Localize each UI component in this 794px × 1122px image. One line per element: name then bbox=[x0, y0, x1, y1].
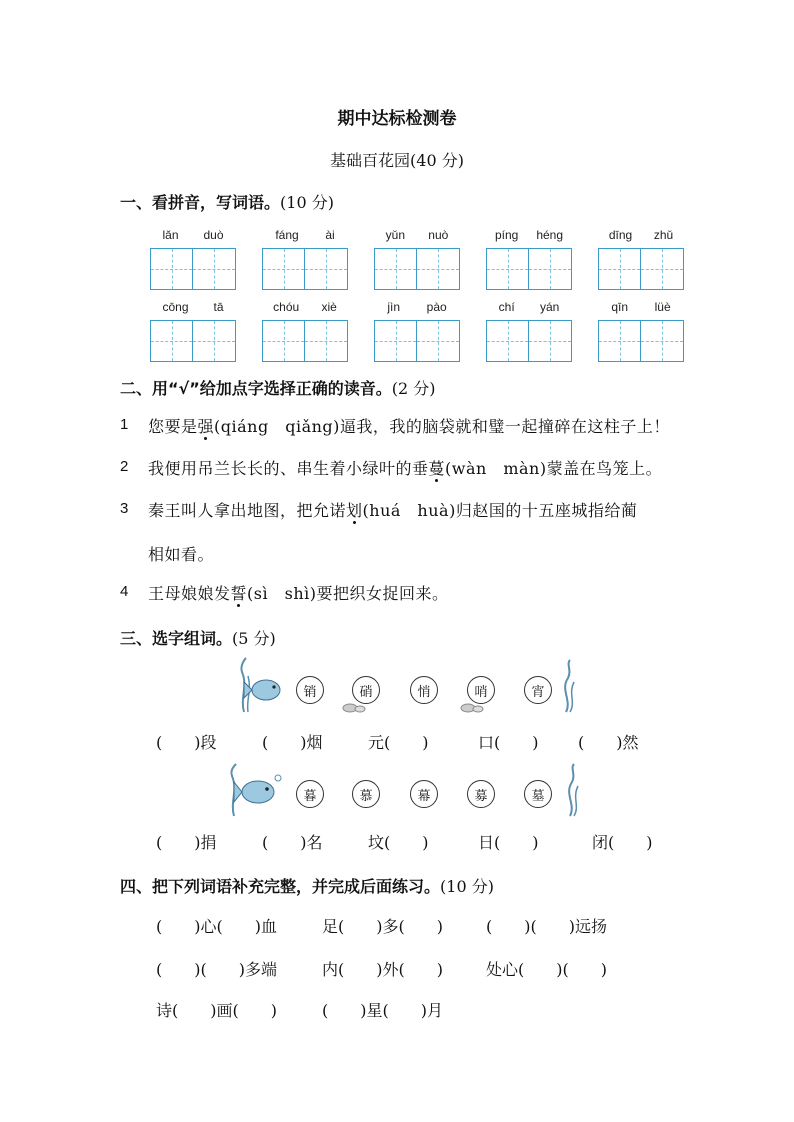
tian-grid-cell[interactable] bbox=[150, 320, 193, 362]
dotted-char: 划 bbox=[346, 501, 363, 520]
tian-grid-cell[interactable] bbox=[486, 248, 529, 290]
tian-grid-cell[interactable] bbox=[598, 248, 641, 290]
pinyin-word-box bbox=[150, 228, 236, 290]
seaweed-icon bbox=[552, 658, 582, 714]
pinyin-syllable: fáng bbox=[275, 228, 299, 242]
dotted-char: 蔓 bbox=[428, 459, 446, 478]
character-bubble: 慕 bbox=[352, 780, 380, 808]
section-2-label: 二、用“√”给加点字选择正确的读音。 bbox=[120, 379, 392, 398]
pinyin-label bbox=[486, 228, 572, 242]
pinyin-word-box bbox=[486, 300, 572, 362]
question-text: 您要是 bbox=[148, 417, 198, 436]
tian-grid-cell[interactable] bbox=[193, 320, 236, 362]
pinyin-label bbox=[150, 300, 236, 314]
fill-blank-item[interactable]: 闭( ) bbox=[592, 833, 653, 852]
fill-blank-item[interactable]: 内( )外( ) bbox=[322, 960, 443, 979]
fill-blank-item[interactable]: ( )烟 bbox=[262, 733, 323, 752]
question-text: (sì shì)要把织女捉回来。 bbox=[247, 584, 449, 603]
pinyin-word-box bbox=[598, 300, 684, 362]
question-2 bbox=[148, 456, 662, 479]
section-4-heading bbox=[120, 874, 494, 897]
fish-seaweed-icon bbox=[226, 762, 286, 818]
pinyin-syllable: nuò bbox=[428, 228, 449, 242]
pinyin-syllable: ài bbox=[325, 228, 335, 242]
tian-grid-cell[interactable] bbox=[529, 248, 572, 290]
fill-blank-item[interactable]: ( )心( )血 bbox=[156, 917, 277, 936]
question-text: 王母娘娘发 bbox=[148, 584, 231, 603]
fill-blank-item[interactable]: 足( )多( ) bbox=[322, 917, 443, 936]
pinyin-word-box bbox=[262, 300, 348, 362]
pinyin-syllable: lǎn bbox=[162, 228, 179, 242]
question-3 bbox=[148, 498, 637, 521]
section-1-label: 一、看拼音，写词语。 bbox=[120, 193, 281, 212]
section-4-points: (10 分) bbox=[440, 877, 494, 896]
dotted-char: 强 bbox=[197, 417, 215, 436]
pinyin-label bbox=[486, 300, 572, 314]
pinyin-syllable: duò bbox=[203, 228, 224, 242]
pinyin-syllable: chóu bbox=[273, 300, 300, 314]
pinyin-word-box bbox=[150, 300, 236, 362]
pinyin-word-box bbox=[598, 228, 684, 290]
dotted-char: 誓 bbox=[230, 584, 248, 603]
question-1 bbox=[148, 414, 670, 437]
question-3-continued: 相如看。 bbox=[148, 545, 215, 564]
fish-seaweed-icon bbox=[236, 656, 286, 714]
fill-blank-item[interactable]: 坟( ) bbox=[368, 833, 429, 852]
character-bubble: 幕 bbox=[410, 780, 438, 808]
pinyin-word-box bbox=[262, 228, 348, 290]
pinyin-syllable: qīn bbox=[611, 300, 628, 314]
fill-blank-item[interactable]: 诗( )画( ) bbox=[156, 1001, 277, 1020]
character-bubble: 哨 bbox=[467, 676, 495, 704]
fill-blank-item[interactable]: ( )( )远扬 bbox=[486, 917, 607, 936]
fill-blank-item[interactable]: ( )然 bbox=[578, 733, 639, 752]
pebble-icon bbox=[342, 702, 366, 714]
section-3-label: 三、选字组词。 bbox=[120, 629, 233, 648]
question-text: (wàn màn)蒙盖在鸟笼上。 bbox=[445, 459, 663, 478]
character-bubble: 硝 bbox=[352, 676, 380, 704]
tian-grid-cell[interactable] bbox=[417, 248, 460, 290]
pinyin-word-box bbox=[374, 228, 460, 290]
page-title: 期中达标检测卷 bbox=[337, 109, 457, 129]
question-number: 3 bbox=[120, 500, 129, 517]
pinyin-syllable: chí bbox=[498, 300, 515, 314]
question-text: 秦王叫人拿出地图，把允诺 bbox=[148, 501, 347, 520]
pinyin-syllable: pào bbox=[426, 300, 447, 314]
section-4-label: 四、把下列词语补充完整，并完成后面练习。 bbox=[120, 877, 441, 896]
fill-blank-item[interactable]: ( )段 bbox=[156, 733, 217, 752]
character-bubble: 暮 bbox=[296, 780, 324, 808]
pinyin-syllable: cōng bbox=[162, 300, 189, 314]
tian-grid-cell[interactable] bbox=[486, 320, 529, 362]
question-number: 2 bbox=[120, 458, 129, 475]
question-number: 4 bbox=[120, 583, 129, 600]
fill-blank-item[interactable]: 日( ) bbox=[478, 833, 539, 852]
tian-grid-cell[interactable] bbox=[305, 248, 348, 290]
fill-blank-item[interactable]: ( )捐 bbox=[156, 833, 217, 852]
tian-grid-cell[interactable] bbox=[374, 248, 417, 290]
pinyin-label bbox=[262, 300, 348, 314]
section-3-points: (5 分) bbox=[232, 629, 276, 648]
tian-grid-cell[interactable] bbox=[193, 248, 236, 290]
character-bubble: 悄 bbox=[410, 676, 438, 704]
tian-grid-cell[interactable] bbox=[641, 320, 684, 362]
section-2-points: (2 分) bbox=[391, 379, 436, 398]
pinyin-syllable: lüè bbox=[654, 300, 671, 314]
section-2-heading bbox=[120, 376, 435, 399]
section-1-points: (10 分) bbox=[280, 193, 334, 212]
pinyin-label bbox=[598, 300, 684, 314]
fill-blank-item[interactable]: 口( ) bbox=[478, 733, 539, 752]
pinyin-word-box bbox=[374, 300, 460, 362]
fill-blank-item[interactable]: ( )( )多端 bbox=[156, 960, 277, 979]
pinyin-syllable: héng bbox=[536, 228, 564, 242]
tian-grid-cell[interactable] bbox=[305, 320, 348, 362]
pinyin-syllable: tā bbox=[213, 300, 224, 314]
pinyin-word-box bbox=[486, 228, 572, 290]
question-4 bbox=[148, 581, 448, 604]
pinyin-syllable: píng bbox=[494, 228, 519, 242]
pinyin-label bbox=[262, 228, 348, 242]
pinyin-label bbox=[374, 300, 460, 314]
tian-grid-cell[interactable] bbox=[641, 248, 684, 290]
tian-grid-cell[interactable] bbox=[374, 320, 417, 362]
pinyin-label bbox=[598, 228, 684, 242]
question-text: (qiáng qiǎng)逼我，我的脑袋就和璧一起撞碎在这柱子上！ bbox=[214, 417, 670, 436]
pinyin-syllable: jìn bbox=[387, 300, 400, 314]
fill-blank-item[interactable]: ( )星( )月 bbox=[322, 1001, 443, 1020]
pinyin-syllable: yǔn bbox=[385, 228, 405, 242]
pinyin-syllable: yán bbox=[539, 300, 560, 314]
tian-grid-cell[interactable] bbox=[150, 248, 193, 290]
pinyin-syllable: xiè bbox=[321, 300, 337, 314]
tian-grid-cell[interactable] bbox=[262, 320, 305, 362]
section-1-heading bbox=[120, 190, 334, 213]
question-text: 我便用吊兰长长的、串生着小绿叶的垂 bbox=[148, 459, 429, 478]
tian-grid-cell[interactable] bbox=[529, 320, 572, 362]
character-bubble: 宵 bbox=[524, 676, 552, 704]
section-subtitle: 基础百花园(40 分) bbox=[330, 151, 464, 170]
tian-grid-cell[interactable] bbox=[417, 320, 460, 362]
fill-blank-item[interactable]: 元( ) bbox=[368, 733, 429, 752]
pinyin-label bbox=[374, 228, 460, 242]
fill-blank-item[interactable]: ( )名 bbox=[262, 833, 323, 852]
character-bubble: 募 bbox=[467, 780, 495, 808]
character-bubble: 墓 bbox=[524, 780, 552, 808]
pinyin-syllable: zhǔ bbox=[653, 228, 674, 242]
tian-grid-cell[interactable] bbox=[262, 248, 305, 290]
pinyin-syllable: dīng bbox=[608, 228, 633, 242]
pinyin-label bbox=[150, 228, 236, 242]
fill-blank-item[interactable]: 处心( )( ) bbox=[486, 960, 607, 979]
character-bubble: 销 bbox=[296, 676, 324, 704]
question-number: 1 bbox=[120, 416, 129, 433]
tian-grid-cell[interactable] bbox=[598, 320, 641, 362]
seaweed-icon bbox=[556, 762, 586, 818]
section-3-heading bbox=[120, 626, 276, 649]
question-text: (huá huà)归赵国的十五座城指给蔺 bbox=[362, 501, 638, 520]
